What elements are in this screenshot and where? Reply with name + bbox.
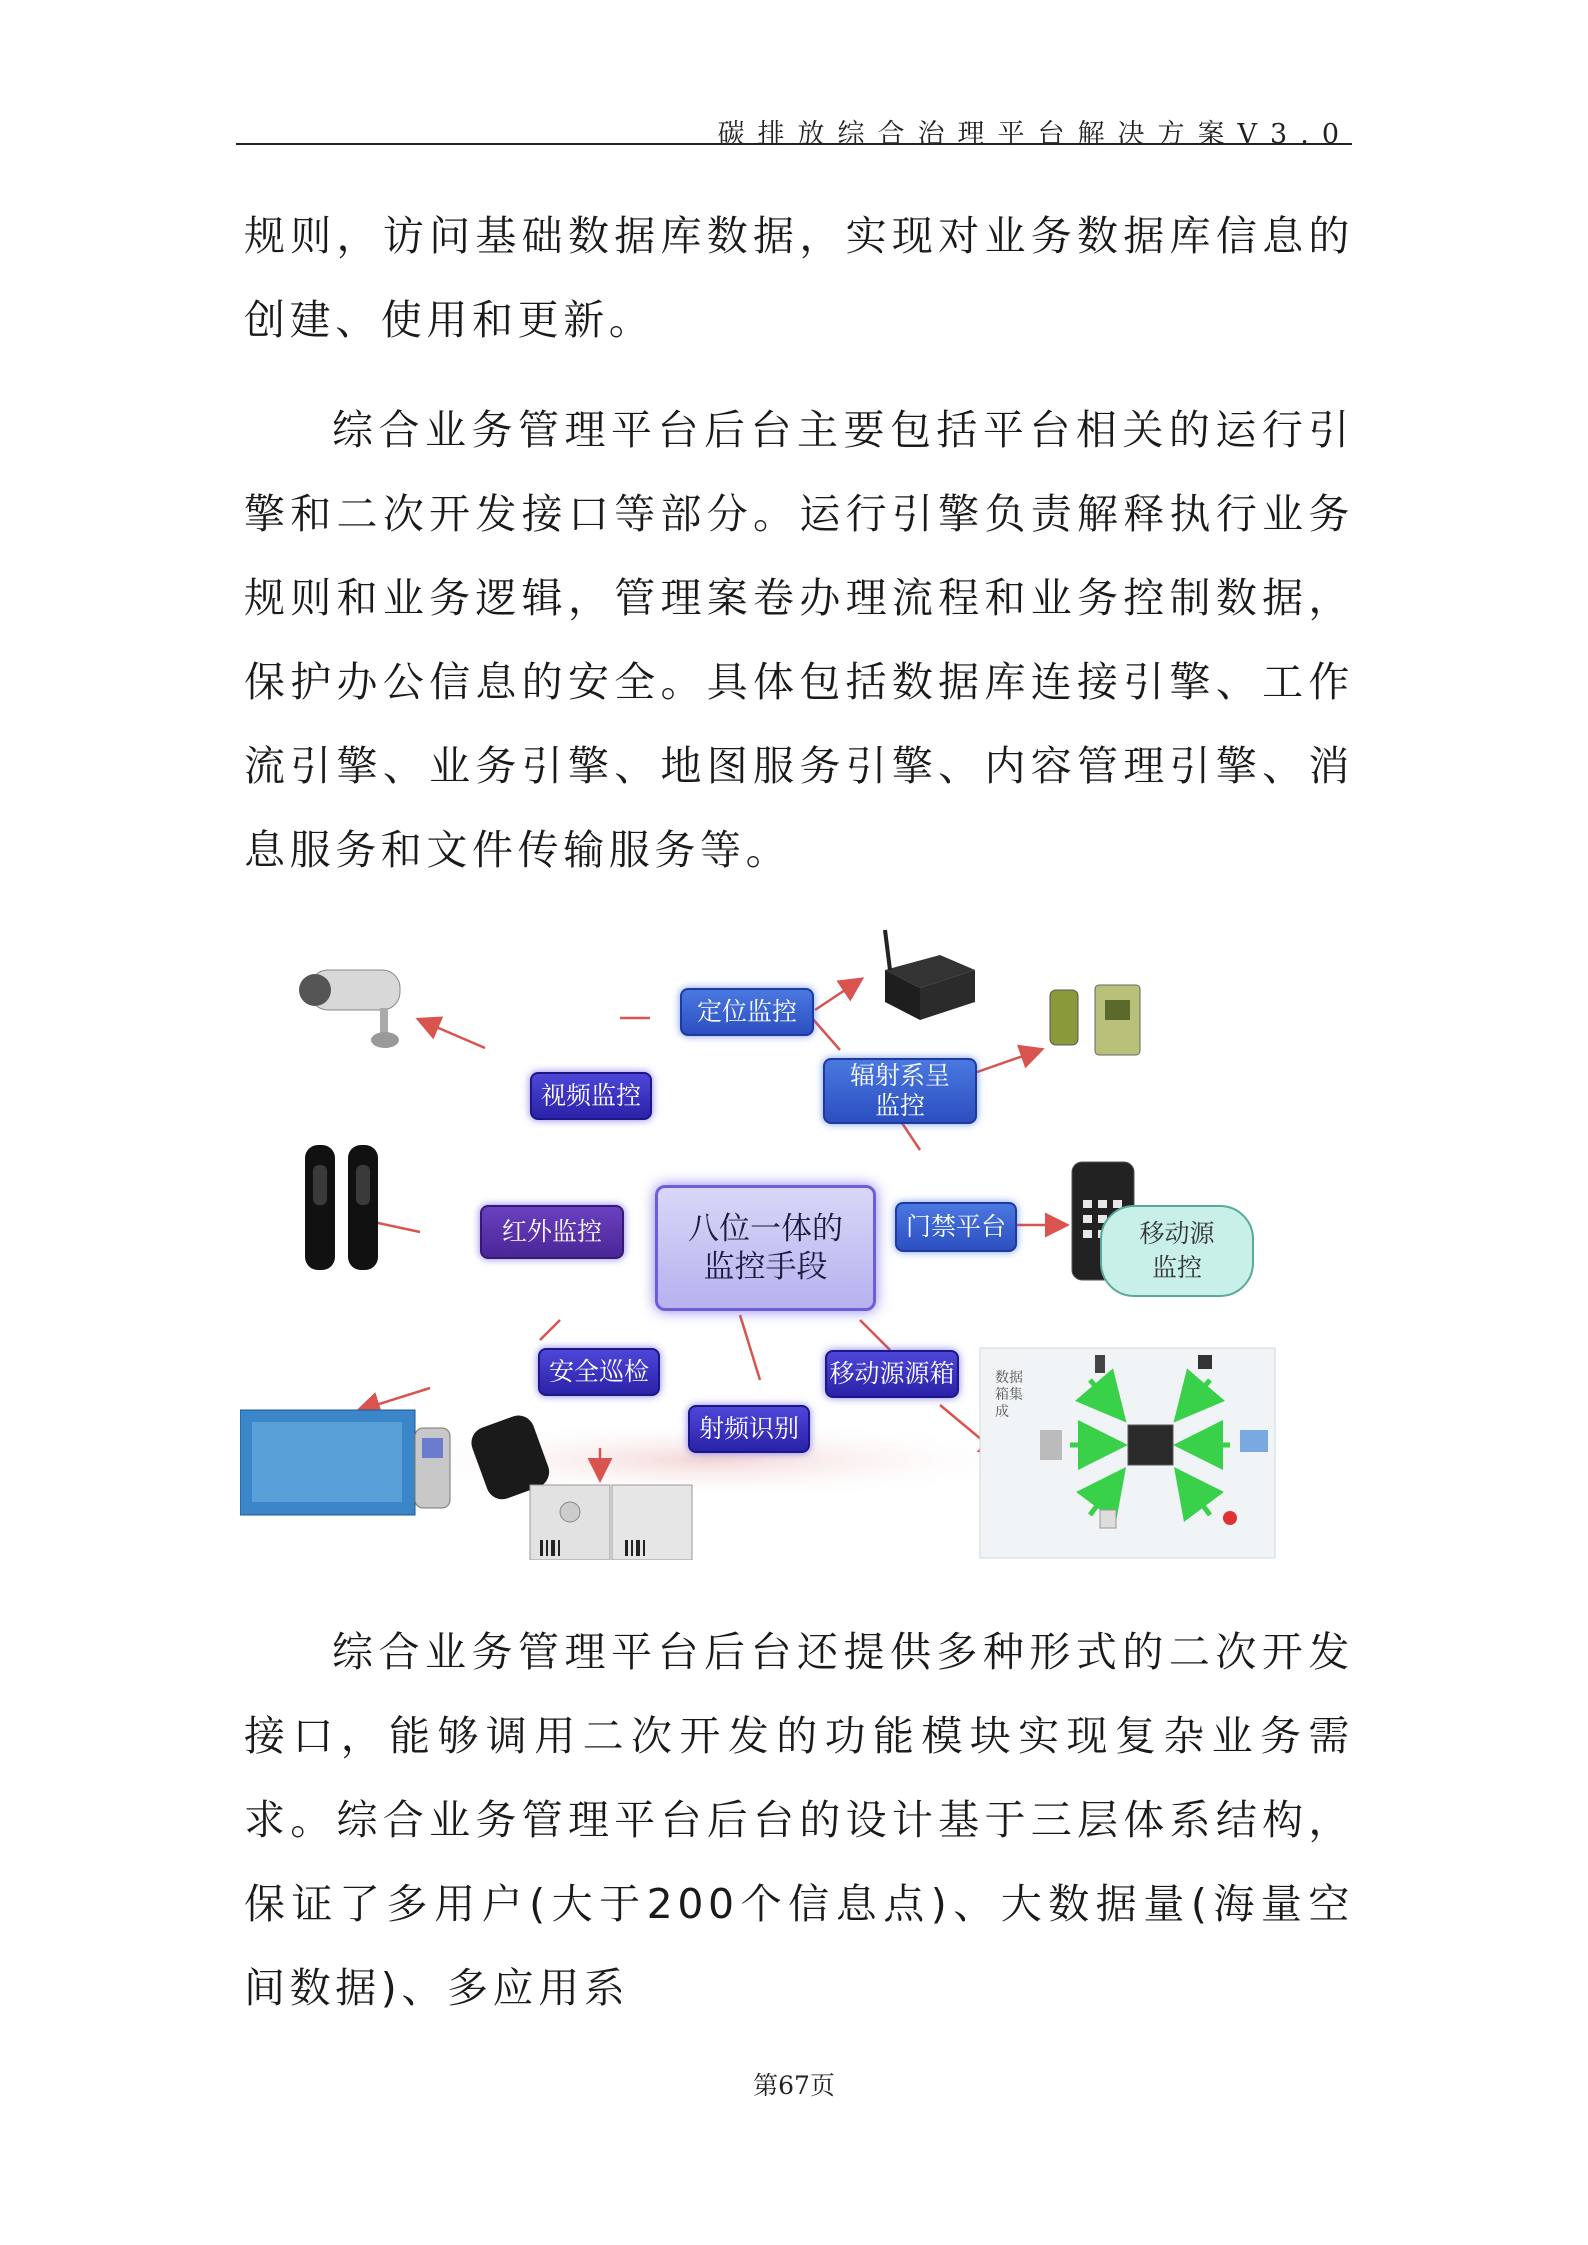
tag-radiation (823, 1058, 977, 1124)
document-header-title: 碳排放综合治理平台解决方案V3.0 (717, 119, 1352, 150)
bubble-line2: 监控 (1151, 1253, 1202, 1282)
tag-rfid: 射频识别 (688, 1405, 810, 1453)
tag-radiation-line1: 辐射系呈 (849, 1061, 950, 1090)
header-divider (236, 143, 1352, 145)
inset-caption: 数据箱集成 (995, 1370, 1023, 1420)
arrow-to-camera (420, 1020, 485, 1048)
infrared-sensor-icon (305, 1145, 378, 1270)
patrol-devices-icon (240, 1410, 554, 1515)
paragraph-1: 规则，访问基础数据库数据，实现对业务数据库信息的创建、使用和更新。 (244, 212, 1354, 344)
tag-access: 门禁平台 (895, 1202, 1017, 1252)
tag-positioning: 定位监控 (680, 988, 814, 1036)
mobile-source-bubble (1100, 1205, 1254, 1297)
tag-perimeter: 红外监控 (480, 1205, 624, 1259)
arrow-to-gps-box (815, 980, 860, 1010)
line-center-mobile (860, 1320, 890, 1350)
line-center-rfid (740, 1315, 760, 1380)
tag-patrol: 安全巡检 (538, 1348, 660, 1396)
arrow-to-patrol-devices (360, 1388, 430, 1410)
center-hub-line2: 监控手段 (703, 1249, 828, 1285)
bubble-line1: 移动源 (1139, 1219, 1215, 1248)
radiation-sensor-icon (1050, 985, 1140, 1055)
center-hub-line1: 八位一体的 (688, 1211, 843, 1247)
tag-radiation-line2: 监控 (874, 1091, 925, 1120)
paragraph-2: 综合业务管理平台后台主要包括平台相关的运行引擎和二次开发接口等部分。运行引擎负责解释执行业务规则和业务逻辑，管理案卷办理流程和业务控制数据，保护办公信息的安全。具体包括数据库连接引擎、工作流引擎、业务引擎、地图服务引擎、内容管理引擎、消息服务和文件传输服务等。 (244, 406, 1354, 874)
line-center-patrol (540, 1320, 560, 1340)
monitoring-diagram (240, 900, 1280, 1560)
page-number: 第67页 (753, 2071, 835, 2100)
center-hub (655, 1185, 876, 1311)
camera-icon (299, 970, 400, 1048)
gps-box-icon (885, 930, 975, 1020)
tag-mobile-box: 移动源源箱 (825, 1350, 959, 1398)
tag-video: 视频监控 (530, 1072, 652, 1120)
paragraph-3: 综合业务管理平台后台还提供多种形式的二次开发接口，能够调用二次开发的功能模块实现复杂业务需求。综合业务管理平台后台的设计基于三层体系结构，保证了多用户(大于200个信息点)、大数据量(海量空间数据)、多应用系 (244, 1628, 1354, 2012)
